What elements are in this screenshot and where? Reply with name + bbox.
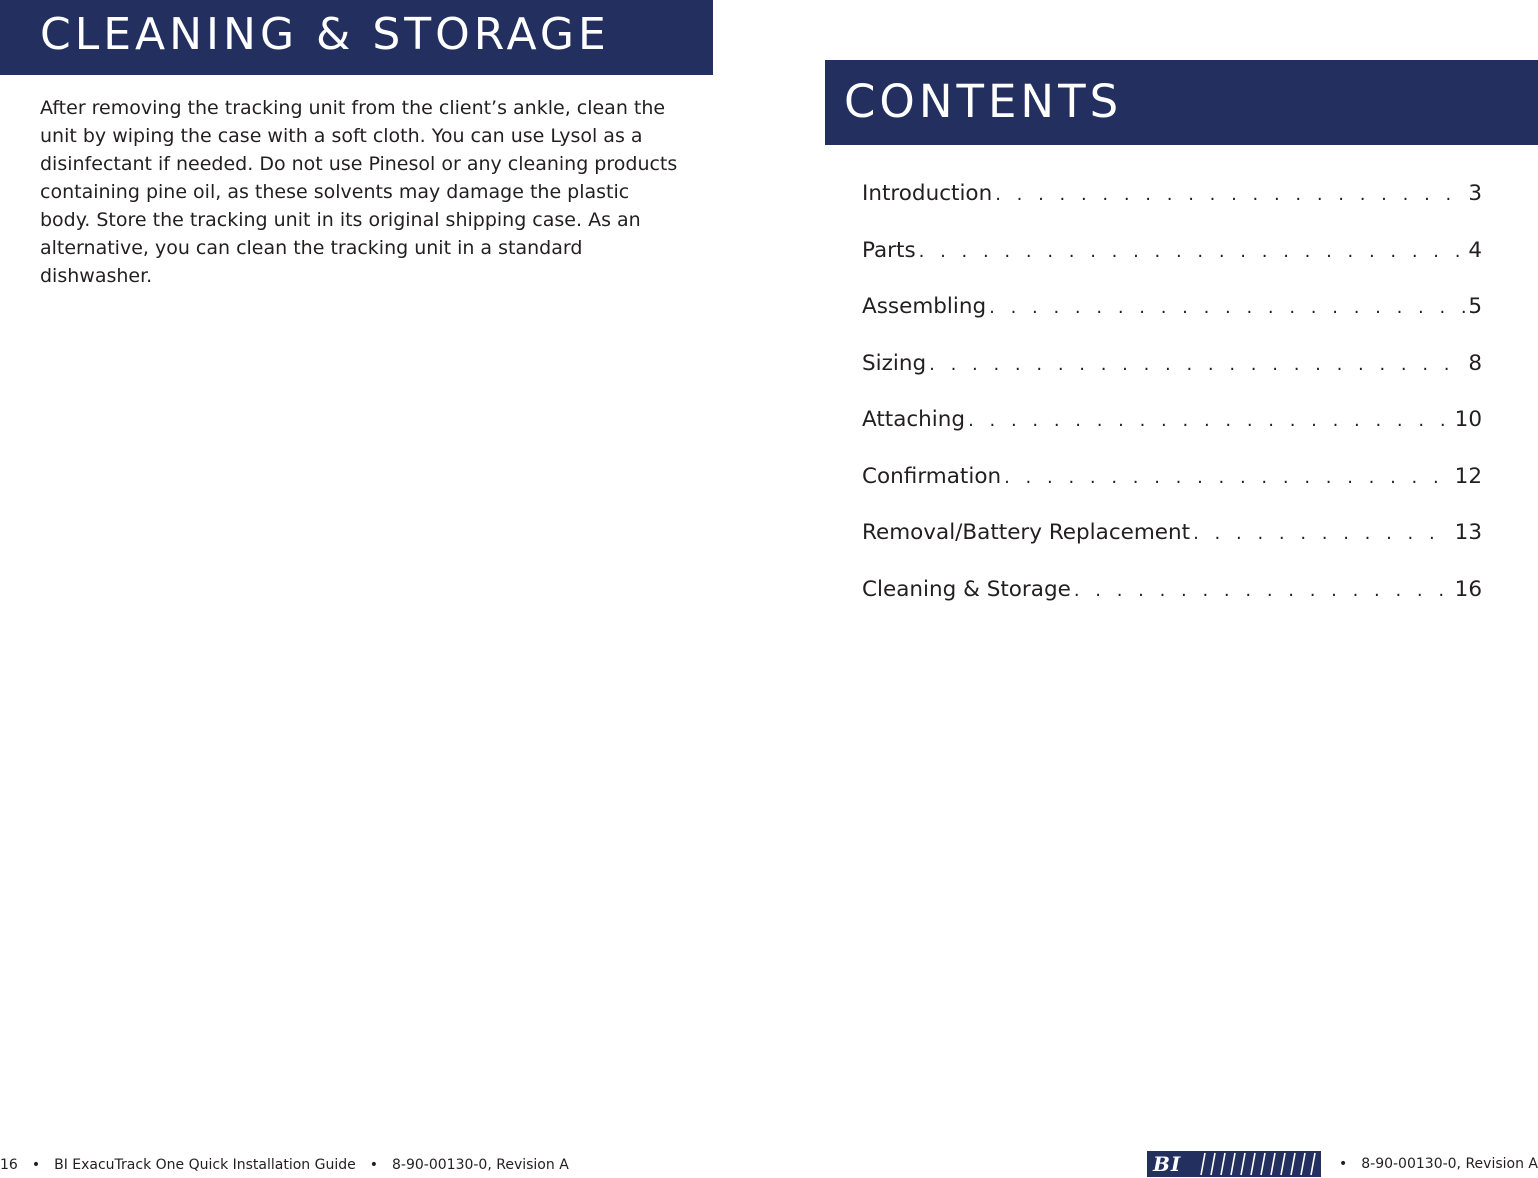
- toc-page-number: 16: [1454, 576, 1482, 602]
- doc-number: 8-90-00130-0, Revision A: [1361, 1156, 1538, 1172]
- contents-title: CONTENTS: [844, 75, 1123, 128]
- toc-page-number: 12: [1454, 463, 1482, 489]
- toc-leader-dots: [1193, 520, 1452, 548]
- guide-title: BI ExacuTrack One Quick Installation Guide: [54, 1157, 356, 1173]
- page-number: 16: [0, 1157, 18, 1173]
- doc-number: 8-90-00130-0, Revision A: [392, 1157, 569, 1173]
- footer-separator: •: [1338, 1156, 1348, 1172]
- right-footer: [1147, 1150, 1538, 1178]
- toc-label: Assembling: [862, 294, 987, 319]
- toc-leader-dots: [1074, 577, 1452, 605]
- toc-entry-parts[interactable]: [862, 237, 1482, 294]
- toc-entry-removal-battery[interactable]: [862, 519, 1482, 576]
- toc-entry-sizing[interactable]: [862, 350, 1482, 407]
- toc-leader-dots: [929, 351, 1465, 379]
- toc-label: Sizing: [862, 350, 927, 376]
- toc-label: Parts: [862, 237, 916, 263]
- toc-page-number: 3: [1468, 181, 1482, 206]
- left-footer: [0, 1157, 569, 1173]
- logo-stripes-icon: [1195, 1151, 1321, 1177]
- toc-leader-dots: [995, 181, 1465, 209]
- toc-entry-attaching[interactable]: [862, 406, 1482, 463]
- toc-entry-introduction[interactable]: [862, 180, 1482, 237]
- toc-page-number: 4: [1468, 237, 1482, 263]
- toc-leader-dots: [919, 238, 1466, 266]
- toc-entry-cleaning-storage[interactable]: [862, 576, 1482, 633]
- toc-entry-confirmation[interactable]: [862, 463, 1482, 520]
- toc-label: Attaching: [862, 407, 966, 432]
- toc-page-number: 5: [1468, 294, 1482, 319]
- footer-separator: •: [31, 1157, 41, 1173]
- bi-logo: [1147, 1151, 1321, 1177]
- table-of-contents: [862, 180, 1482, 632]
- cleaning-storage-banner: [0, 0, 713, 75]
- toc-page-number: 8: [1468, 350, 1482, 376]
- toc-page-number: 10: [1454, 407, 1482, 432]
- toc-label: Confirmation: [862, 463, 1002, 489]
- toc-entry-assembling[interactable]: [862, 293, 1482, 350]
- toc-label: Introduction: [862, 181, 993, 206]
- section-title: CLEANING & STORAGE: [40, 9, 610, 60]
- cleaning-instructions: After removing the tracking unit from the client’s ankle, clean the unit by wiping the case with a soft cloth. You can use Lysol as a disinfectant if needed. Do not use Pinesol or any cleaning products containing pine oil, as these solvents may damage the plastic body. Store the tracking unit in its original shipping case. As an alternative, you can clean the tracking unit in a standard dishwasher.: [40, 97, 678, 287]
- contents-banner: [825, 60, 1538, 145]
- toc-label: Cleaning & Storage: [862, 576, 1071, 602]
- toc-page-number: 13: [1454, 520, 1482, 545]
- footer-separator: •: [369, 1157, 379, 1173]
- toc-leader-dots: [968, 407, 1452, 435]
- toc-label: Removal/Battery Replacement: [862, 520, 1191, 545]
- toc-leader-dots: [1004, 464, 1452, 492]
- logo-text: BI: [1152, 1152, 1182, 1176]
- toc-leader-dots: [989, 294, 1465, 322]
